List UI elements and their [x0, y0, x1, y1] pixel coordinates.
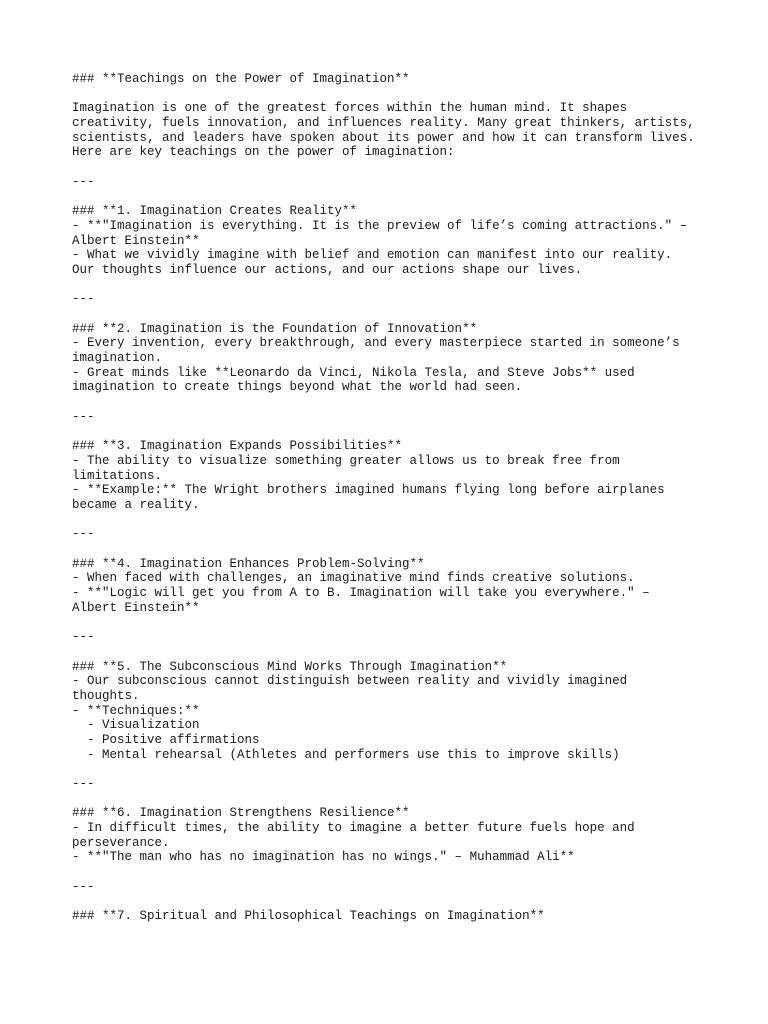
section-heading: ### **4. Imagination Enhances Problem-Solving** — [72, 556, 425, 571]
section-heading: ### **5. The Subconscious Mind Works Through Imagination** — [72, 659, 508, 674]
text-line: became a reality. — [72, 497, 200, 512]
blank-line — [72, 895, 712, 910]
text-line: imagination. — [72, 351, 163, 366]
horizontal-rule: --- — [72, 527, 95, 542]
nested-list-item: - Positive affirmations — [72, 732, 260, 747]
list-item: - **"Imagination is everything. It is the preview of life’s coming attractions." – — [72, 218, 688, 233]
section-heading: ### **7. Spiritual and Philosophical Teachings on Imagination** — [72, 909, 545, 924]
list-item: - **Example:** The Wright brothers imagined humans flying long before airplanes — [72, 483, 665, 498]
nested-list-item: - Mental rehearsal (Athletes and performers use this to improve skills) — [72, 747, 620, 762]
text-line: Imagination is one of the greatest forces within the human mind. It shapes — [72, 101, 628, 116]
section-heading: ### **3. Imagination Expands Possibilities** — [72, 439, 403, 454]
text-line: Albert Einstein** — [72, 233, 200, 248]
blank-line — [72, 160, 712, 175]
blank-line — [72, 307, 712, 322]
horizontal-rule: --- — [72, 879, 95, 894]
text-line: scientists, and leaders have spoken about its power and how it can transform lives. — [72, 130, 695, 145]
list-item: - When faced with challenges, an imaginative mind finds creative solutions. — [72, 571, 635, 586]
blank-line — [72, 762, 712, 777]
text-line: limitations. — [72, 468, 163, 483]
document-page — [72, 72, 712, 924]
text-line: thoughts. — [72, 688, 140, 703]
text-line: Our thoughts influence our actions, and our actions shape our lives. — [72, 262, 583, 277]
blank-line — [72, 865, 712, 880]
horizontal-rule: --- — [72, 409, 95, 424]
blank-line — [72, 395, 712, 410]
text-line: Here are key teachings on the power of imagination: — [72, 145, 455, 160]
text-line: Albert Einstein** — [72, 600, 200, 615]
horizontal-rule: --- — [72, 777, 95, 791]
text-line: imagination to create things beyond what the world had seen. — [72, 380, 523, 395]
section-heading: ### **6. Imagination Strengthens Resilience** — [72, 806, 410, 821]
list-item: - **"The man who has no imagination has no wings." – Muhammad Ali** — [72, 850, 575, 865]
text-line: perseverance. — [72, 835, 170, 850]
list-item: - Our subconscious cannot distinguish between reality and vividly imagined — [72, 674, 628, 689]
horizontal-rule: --- — [72, 292, 95, 307]
horizontal-rule: --- — [72, 630, 95, 645]
blank-line — [72, 792, 712, 807]
section-heading: ### **Teachings on the Power of Imagination** — [72, 72, 410, 86]
list-item: - In difficult times, the ability to imagine a better future fuels hope and — [72, 821, 635, 836]
blank-line — [72, 190, 712, 205]
blank-line — [72, 425, 712, 440]
list-item: - **"Logic will get you from A to B. Imagination will take you everywhere." – — [72, 586, 650, 601]
blank-line — [72, 615, 712, 630]
list-item: - Great minds like **Leonardo da Vinci, Nikola Tesla, and Steve Jobs** used — [72, 365, 635, 380]
blank-line — [72, 513, 712, 528]
blank-line — [72, 645, 712, 660]
blank-line — [72, 542, 712, 557]
horizontal-rule: --- — [72, 174, 95, 189]
section-heading: ### **2. Imagination is the Foundation of Innovation** — [72, 321, 478, 336]
section-heading: ### **1. Imagination Creates Reality** — [72, 204, 358, 219]
list-item: - What we vividly imagine with belief and emotion can manifest into our reality. — [72, 248, 673, 263]
nested-list-item: - Visualization — [72, 718, 200, 733]
list-item: - Every invention, every breakthrough, and every masterpiece started in someone’s — [72, 336, 680, 351]
list-item: - **Techniques:** — [72, 703, 200, 718]
blank-line — [72, 278, 712, 293]
list-item: - The ability to visualize something greater allows us to break free from — [72, 453, 620, 468]
text-line: creativity, fuels innovation, and influences reality. Many great thinkers, artists, — [72, 116, 695, 131]
blank-line — [72, 87, 712, 102]
